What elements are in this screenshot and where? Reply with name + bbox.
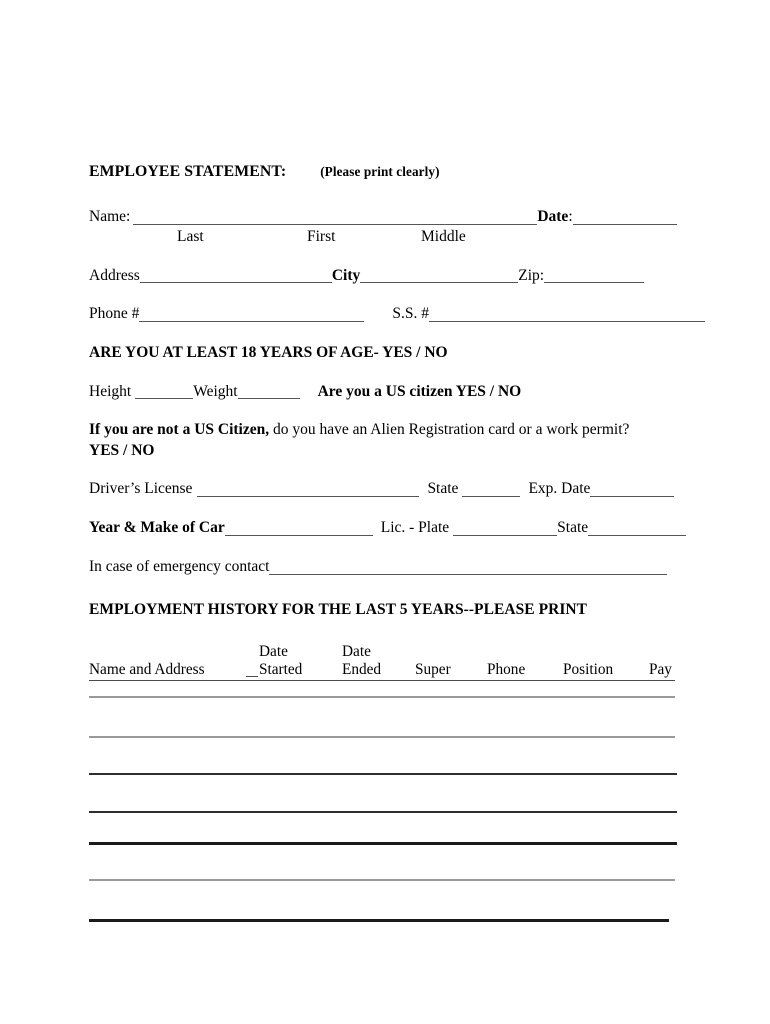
city-input-blank[interactable] — [360, 268, 518, 284]
column-header-position: Position — [563, 660, 614, 678]
noncitizen-answer: YES / NO — [89, 441, 155, 459]
ssn-input-blank[interactable] — [429, 306, 705, 322]
form-heading — [89, 163, 681, 181]
address-row — [89, 268, 681, 284]
column-header-phone: Phone — [487, 660, 526, 678]
ssn-label: S.S. # — [392, 305, 429, 323]
caption-last: Last — [177, 227, 204, 245]
name-date-row — [89, 209, 681, 225]
date-input-blank[interactable] — [573, 209, 677, 225]
column-header-super: Super — [415, 660, 451, 678]
weight-label: Weight — [193, 382, 238, 400]
column-header-name-and-address: Name and Address — [89, 660, 205, 678]
print-clearly-note: (Please print clearly) — [320, 164, 440, 179]
column-header-date-started: Started — [259, 660, 303, 678]
date-label: Date — [537, 208, 569, 226]
citizen-question: Are you a US citizen YES / NO — [317, 382, 522, 400]
car-label: Year & Make of Car — [89, 519, 225, 537]
date-colon: : — [568, 208, 573, 226]
zip-input-blank[interactable] — [544, 268, 644, 284]
noncitizen-question-row — [89, 422, 681, 438]
license-label: Driver’s License — [89, 480, 193, 498]
column-header-date-ended-line1: Date — [342, 642, 371, 660]
page-title: EMPLOYEE STATEMENT: — [89, 163, 287, 180]
table-header-underline-segment — [246, 676, 258, 677]
height-input-blank[interactable] — [135, 384, 193, 400]
drivers-license-row — [89, 481, 681, 497]
name-part-captions — [89, 228, 681, 248]
noncitizen-rest: do you have an Alien Registration card or a work permit? — [269, 421, 630, 439]
table-blank-row-7[interactable] — [89, 919, 669, 922]
table-blank-row-5[interactable] — [89, 842, 677, 845]
table-blank-row-6[interactable] — [89, 879, 675, 881]
plate-state-blank[interactable] — [588, 520, 686, 536]
car-input-blank[interactable] — [225, 520, 373, 536]
plate-label: Lic. - Plate — [380, 519, 450, 537]
zip-label: Zip: — [518, 266, 545, 284]
caption-middle: Middle — [421, 227, 466, 245]
caption-first: First — [307, 227, 336, 245]
age-question: ARE YOU AT LEAST 18 YEARS OF AGE- YES / NO — [89, 344, 448, 362]
license-exp-label: Exp. Date — [528, 480, 591, 498]
plate-input-blank[interactable] — [453, 520, 557, 536]
employment-history-table — [89, 642, 681, 682]
emergency-contact-row — [89, 559, 681, 575]
phone-ssn-row — [89, 306, 681, 322]
address-input-blank[interactable] — [140, 268, 332, 284]
table-header-underline — [89, 680, 675, 681]
phone-input-blank[interactable] — [139, 306, 364, 322]
weight-input-blank[interactable] — [238, 384, 300, 400]
plate-state-label: State — [557, 519, 589, 537]
table-header-row — [89, 642, 681, 682]
noncitizen-lead: If you are not a US Citizen, — [89, 421, 270, 439]
license-exp-blank[interactable] — [590, 481, 674, 497]
employment-history-title: EMPLOYMENT HISTORY FOR THE LAST 5 YEARS--PLEASE PRINT — [89, 600, 588, 618]
table-blank-row-1[interactable] — [89, 696, 675, 698]
table-blank-row-3[interactable] — [89, 773, 677, 775]
emergency-label: In case of emergency contact — [89, 558, 270, 576]
license-input-blank[interactable] — [197, 481, 419, 497]
name-input-blank[interactable] — [133, 209, 537, 225]
column-header-date-ended: Ended — [342, 660, 382, 678]
column-header-pay: Pay — [649, 660, 672, 678]
height-weight-citizen-row — [89, 384, 681, 400]
emergency-input-blank[interactable] — [269, 559, 667, 575]
table-blank-row-4[interactable] — [89, 811, 677, 813]
license-state-blank[interactable] — [462, 481, 520, 497]
license-state-label: State — [427, 480, 459, 498]
column-header-date-started-line1: Date — [259, 642, 288, 660]
name-label: Name: — [89, 208, 131, 226]
address-label: Address — [89, 266, 140, 284]
city-label: City — [331, 266, 361, 284]
form-body — [89, 163, 681, 682]
car-row — [89, 520, 681, 536]
height-label: Height — [89, 382, 132, 400]
table-blank-row-2[interactable] — [89, 736, 675, 738]
phone-label: Phone # — [89, 305, 140, 323]
